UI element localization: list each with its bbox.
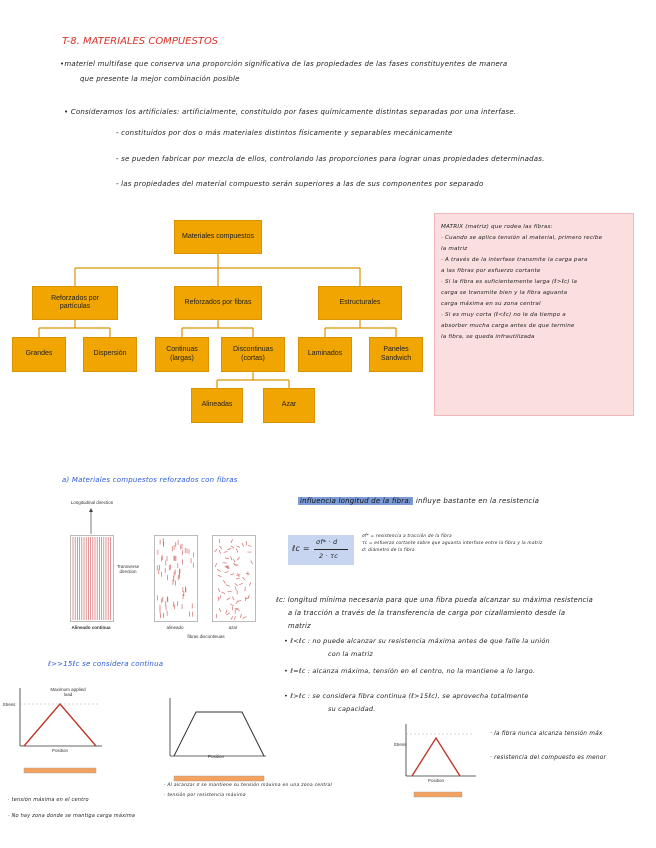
formula-denominator: 2 · τc <box>319 552 339 560</box>
random-fiber <box>246 573 250 574</box>
random-fiber <box>215 549 218 552</box>
aligned-fibers <box>155 536 197 621</box>
formula-notes <box>362 533 542 554</box>
random-fiber <box>248 545 252 546</box>
random-fiber <box>222 592 225 594</box>
random-fiber <box>218 597 219 601</box>
consider-sub-1: - constituidos por dos o más materiales distintos físicamente y separables mecánicamente <box>116 129 453 137</box>
random-fiber <box>225 572 229 573</box>
g2-position-label: Position <box>207 754 224 759</box>
tree-continuas: Continuas (largas) <box>155 337 209 372</box>
random-fiber <box>243 617 247 619</box>
random-fiber <box>231 539 232 543</box>
g3-stress-label: Stress <box>393 742 407 747</box>
tree-particles: Reforzados por partículas <box>32 286 118 320</box>
matrix-note <box>434 213 634 416</box>
random-fiber <box>227 548 231 549</box>
random-fiber <box>233 563 236 566</box>
note-line: · A través de la interfase transmite la carga para <box>441 257 588 263</box>
random-fiber <box>227 613 230 615</box>
formula-note: σf* = resistencia a tracción de la fibra <box>362 534 452 539</box>
stress-graph-short <box>396 720 482 820</box>
continuous-label: ℓ>>15ℓc se considera continua <box>48 660 164 668</box>
consider-sub-3: - las propiedades del material compuesto serán superiores a las de sus componentes por separado <box>116 180 484 188</box>
formula-box <box>288 535 354 565</box>
tree-root: Materiales compuestos <box>174 220 262 254</box>
random-fiber <box>235 608 239 609</box>
g1-note-2: · No hay zona donde se mantiga carga máxima <box>8 813 136 819</box>
note-line: carga se transmite bien y la fibra aguanta <box>441 290 568 296</box>
random-fiber <box>231 556 232 560</box>
g2-note-1: · Al alcanzar σ se mantiene su tensión máxima en una zona central <box>164 783 333 788</box>
page-title: T-8. MATERIALES COMPUESTOS <box>62 36 219 47</box>
random-fiber <box>233 559 234 563</box>
random-fiber <box>220 595 221 599</box>
consider-head: • Consideramos los artificiales: artificialmente, constituido por fases químicamente distintas separadas por una interfase. <box>64 108 517 116</box>
longitudinal-arrow <box>88 508 94 536</box>
g1-stress-label: Stress <box>2 702 16 707</box>
g3-position-label: Position <box>427 778 444 783</box>
random-fiber <box>217 569 220 571</box>
random-fiber <box>232 597 234 600</box>
intro-line-2: que presente la mejor combinación posible <box>80 75 240 83</box>
section-a-heading: a) Materiales compuestos reforzados con fibras <box>62 476 238 484</box>
continuous-fibers <box>71 536 113 621</box>
tree-dispersion: Dispersión <box>83 337 137 372</box>
g3-note-1: · la fibra nunca alcanza tensión máx <box>490 731 603 737</box>
note-line: absorber mucha carga antes de que termine <box>441 323 575 329</box>
case-eq: • ℓ=ℓc : alcanza máxima, tensión en el centro, no la mantiene a lo largo. <box>284 667 536 675</box>
influence-line <box>298 497 539 505</box>
case-lt: • ℓ<ℓc : no puede alcanzar su resistencia máxima antes de que falle la unión <box>284 637 550 645</box>
note-line: la matriz <box>441 246 468 252</box>
random-fiber <box>242 577 245 580</box>
lc-def-2: a la tracción a través de la transferencia de carga por cizallamiento desde la <box>288 609 566 617</box>
random-fiber <box>239 583 243 584</box>
stress-graph-lc <box>10 684 110 784</box>
note-line: carga máxima en su zona central <box>441 301 541 307</box>
random-fiber <box>249 582 251 586</box>
random-fiber <box>227 598 230 601</box>
random-fiber <box>236 601 238 604</box>
random-fiber <box>232 606 233 610</box>
random-fiber <box>231 546 234 548</box>
panel-aligned-caption: alineado <box>166 625 184 630</box>
random-fiber <box>235 587 236 591</box>
tree-laminados: Laminados <box>298 337 352 372</box>
g1-note-1: · tensión máxima en el centro <box>8 797 89 803</box>
tree-fibers: Reforzados por fibras <box>174 286 262 320</box>
g2-note-2: · tensión por resistencia máxima <box>164 793 246 798</box>
tree-structural: Estructurales <box>318 286 402 320</box>
note-line: la fibra, se queda infrautilizada <box>441 334 535 340</box>
longitudinal-label: Longitudinal direction <box>70 500 114 505</box>
random-fiber <box>236 609 240 610</box>
discontinuous-caption: fibras discontinuas <box>187 634 225 639</box>
random-fiber <box>242 543 244 547</box>
note-line: · Cuando se aplica tensión al material, primero recibe <box>441 235 603 241</box>
tree-azar: Azar <box>263 388 315 423</box>
random-fiber <box>230 604 233 606</box>
influence-rest: influye bastante en la resistencia <box>415 497 540 505</box>
g3-note-2: · resistencia del compuesto es menor <box>490 755 607 761</box>
random-fiber <box>245 587 246 591</box>
random-fiber <box>226 585 230 587</box>
fiber-panel-continuous <box>70 535 114 622</box>
formula-numerator: σf* · d <box>316 538 338 546</box>
lc-def-1: ℓc: longitud mínima necesaria para que una fibra pueda alcanzar su máxima resistencia <box>276 596 593 604</box>
influence-highlight: influencia longitud de la fibra: <box>300 497 412 505</box>
random-fiber <box>215 563 216 567</box>
case-lt-cont: con la matriz <box>328 650 373 658</box>
fiber-panel-aligned <box>154 535 198 622</box>
formula-bar <box>314 549 348 550</box>
random-fiber <box>240 614 241 618</box>
formula-note: τc = esfuerzo cortante sobre que aguanta interfase entre la fibra y la matriz <box>362 541 543 546</box>
random-fiber <box>223 580 225 583</box>
tree-sandwich: Paneles Sandwich <box>369 337 423 372</box>
random-fiber <box>231 616 233 620</box>
random-fiber <box>218 575 222 577</box>
intro-line-1: •materiel multifase que conserva una proporción significativa de las propiedades de las fases constituyentes de manera <box>60 60 508 68</box>
random-fiber <box>236 546 239 548</box>
random-fibers <box>213 536 255 621</box>
formula-lhs: ℓc = <box>292 544 310 553</box>
g1-max-label: Maximum applied load <box>50 687 86 697</box>
random-fiber <box>224 551 228 552</box>
g1-position-label: Position <box>51 748 68 753</box>
case-gt-cont: su capacidad. <box>328 705 376 713</box>
formula-note: d: diámetro de la fibra <box>362 548 415 553</box>
fiber-panel-random <box>212 535 256 622</box>
consider-sub-2: - se pueden fabricar por mezcla de ellos, controlando las proporciones para lograr unas propiedades determinadas. <box>116 155 545 163</box>
case-gt: • ℓ>ℓc : se considera fibra continua (ℓ>15ℓc), se aprovecha totalmente <box>284 692 529 700</box>
random-fiber <box>219 550 220 554</box>
lc-def-3: matriz <box>288 622 311 630</box>
random-fiber <box>225 558 229 559</box>
panel-random-caption: azar <box>228 625 238 630</box>
random-fiber <box>226 610 227 614</box>
tree-alineadas: Alineadas <box>191 388 243 423</box>
random-fiber <box>251 561 253 565</box>
random-fiber <box>236 549 237 553</box>
note-line: · Si es muy corta (ℓ<ℓc) no le da tiempo a <box>441 312 566 318</box>
random-fiber <box>234 616 236 620</box>
transverse-label: Transverse direction <box>116 564 140 574</box>
random-fiber <box>237 557 240 560</box>
random-fiber <box>219 608 221 612</box>
note-line: MATRIX (matriz) que rodea las fibras: <box>441 224 553 230</box>
random-fiber <box>218 588 220 592</box>
panel-continuous-caption: Alineado continua <box>71 625 111 630</box>
note-line: · Si la fibra es suficientemente larga (ℓ>ℓc) la <box>441 279 578 285</box>
tree-grandes: Grandes <box>12 337 66 372</box>
note-line: a las fibras por esfuerzo cortante <box>441 268 541 274</box>
tree-discontinuas: Discontinuas (cortas) <box>221 337 285 372</box>
random-fiber <box>220 546 222 549</box>
stress-graph-long <box>160 694 272 794</box>
random-fiber <box>235 583 238 586</box>
random-fiber <box>230 574 234 575</box>
random-fiber <box>236 578 240 579</box>
